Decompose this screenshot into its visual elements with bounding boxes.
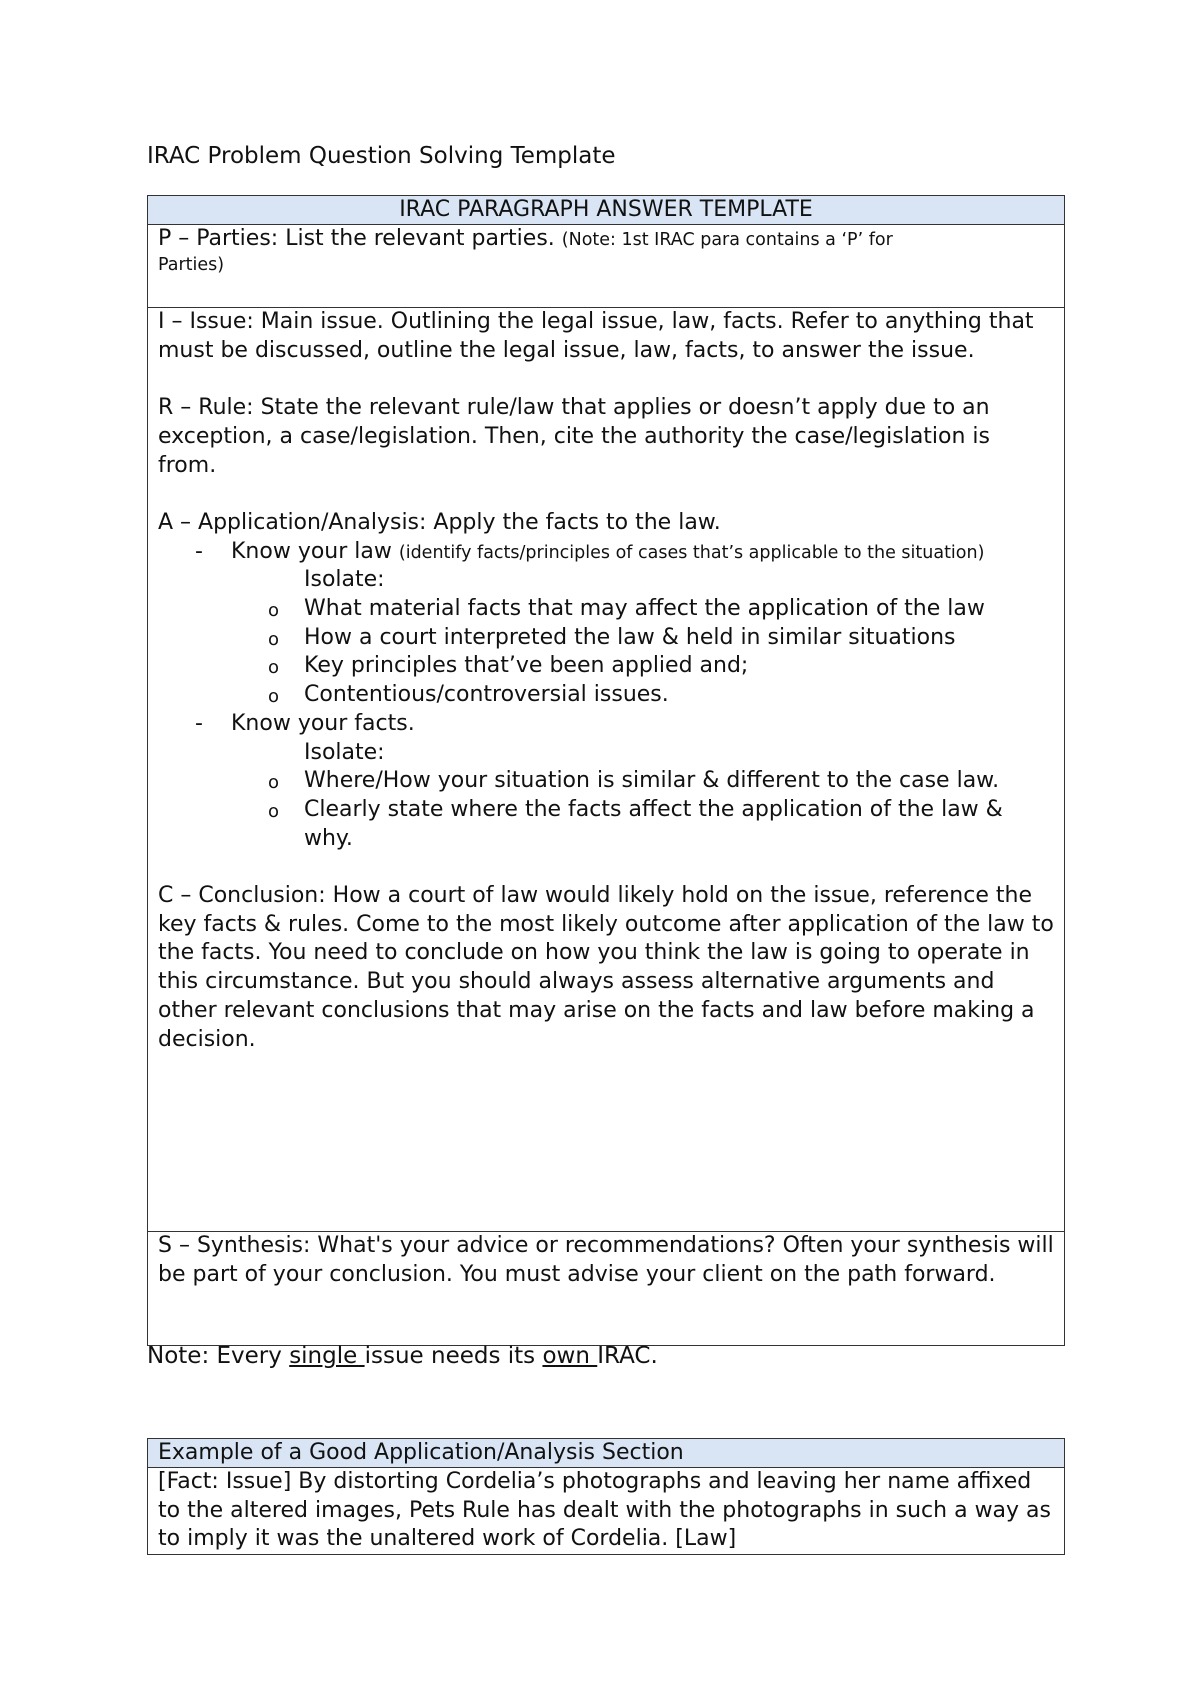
- know-law-text: Know your law: [231, 538, 392, 564]
- irac-template-table: [147, 195, 1065, 1346]
- facts-point-text: Where/How your situation is similar & different to the case law.: [304, 768, 1000, 794]
- conclusion-text: C – Conclusion: How a court of law would likely hold on the issue, reference the key facts & rules. Come to the most likely outcome after application of the law to the facts. You need to conclude on how you think the law is going to operate in this circumstance. But you should always assess alternative arguments and other relevant conclusions that may arise on the facts and law before making a decision.: [158, 883, 1054, 1052]
- note-own: own: [542, 1343, 598, 1369]
- template-table-header: IRAC PARAGRAPH ANSWER TEMPLATE: [148, 196, 1065, 225]
- law-point-text: How a court interpreted the law & held in similar situations: [304, 624, 956, 650]
- facts-point-item: [158, 796, 1054, 853]
- note-prefix: Note: Every: [147, 1343, 290, 1369]
- law-point-item: [158, 595, 1054, 624]
- synthesis-text: S – Synthesis: What's your advice or recommendations? Often your synthesis will be part of your conclusion. You must advise your client on the path forward.: [158, 1233, 1054, 1287]
- law-point-text: Key principles that’ve been applied and;: [304, 653, 749, 679]
- example-body: [Fact: Issue] By distorting Cordelia’s photographs and leaving her name affixed to the altered images, Pets Rule has dealt with the photographs in such a way as to imply it was the unaltered work of Cordelia. [Law]: [148, 1468, 1065, 1555]
- law-point-text: Contentious/controversial issues.: [304, 682, 669, 708]
- circle-marker: o: [268, 600, 280, 621]
- parties-note: (Note: 1st IRAC para contains a ‘P’ for: [561, 230, 893, 250]
- note-single: single: [289, 1343, 365, 1369]
- application-heading: A – Application/Analysis: Apply the facts to the law.: [158, 509, 721, 535]
- facts-point-text: Clearly state where the facts affect the application of the law & why.: [304, 796, 1003, 851]
- isolate-label: Isolate:: [304, 739, 385, 765]
- dash-marker: -: [195, 710, 203, 736]
- irac-note: [147, 1343, 658, 1369]
- irac-body-cell: [148, 308, 1065, 1232]
- facts-point-item: [158, 767, 1054, 796]
- law-point-text: What material facts that may affect the application of the law: [304, 596, 985, 621]
- isolate-label: Isolate:: [304, 567, 385, 593]
- document-title: IRAC Problem Question Solving Template: [147, 143, 616, 169]
- know-facts-bullet: [158, 710, 1054, 739]
- parties-text: P – Parties: List the relevant parties.: [158, 226, 555, 251]
- note-middle: issue needs its: [364, 1343, 543, 1369]
- know-law-note: (identify facts/principles of cases that’s applicable to the situation): [398, 542, 985, 563]
- example-table: [147, 1438, 1065, 1555]
- synthesis-cell: [148, 1232, 1065, 1346]
- circle-marker: o: [268, 686, 280, 708]
- know-facts-text: Know your facts.: [231, 710, 415, 736]
- example-table-header: Example of a Good Application/Analysis Section: [148, 1439, 1065, 1468]
- circle-marker: o: [268, 628, 280, 650]
- dash-marker: -: [195, 538, 203, 564]
- rule-text: R – Rule: State the relevant rule/law that applies or doesn’t apply due to an exception, a case/legislation. Then, cite the authority the case/legislation is from.: [158, 395, 991, 478]
- issue-text: I – Issue: Main issue. Outlining the legal issue, law, facts. Refer to anything that must be discussed, outline the legal issue, law, facts, to answer the issue.: [158, 309, 1034, 363]
- circle-marker: o: [268, 657, 280, 679]
- law-point-item: [158, 681, 1054, 710]
- law-point-item: [158, 652, 1054, 681]
- circle-marker: o: [268, 800, 280, 822]
- parties-note-cont: Parties): [158, 254, 225, 275]
- parties-cell: [148, 225, 1065, 308]
- know-law-bullet: [158, 538, 1054, 567]
- note-suffix: IRAC.: [597, 1343, 658, 1369]
- circle-marker: o: [268, 772, 280, 794]
- law-point-item: [158, 624, 1054, 653]
